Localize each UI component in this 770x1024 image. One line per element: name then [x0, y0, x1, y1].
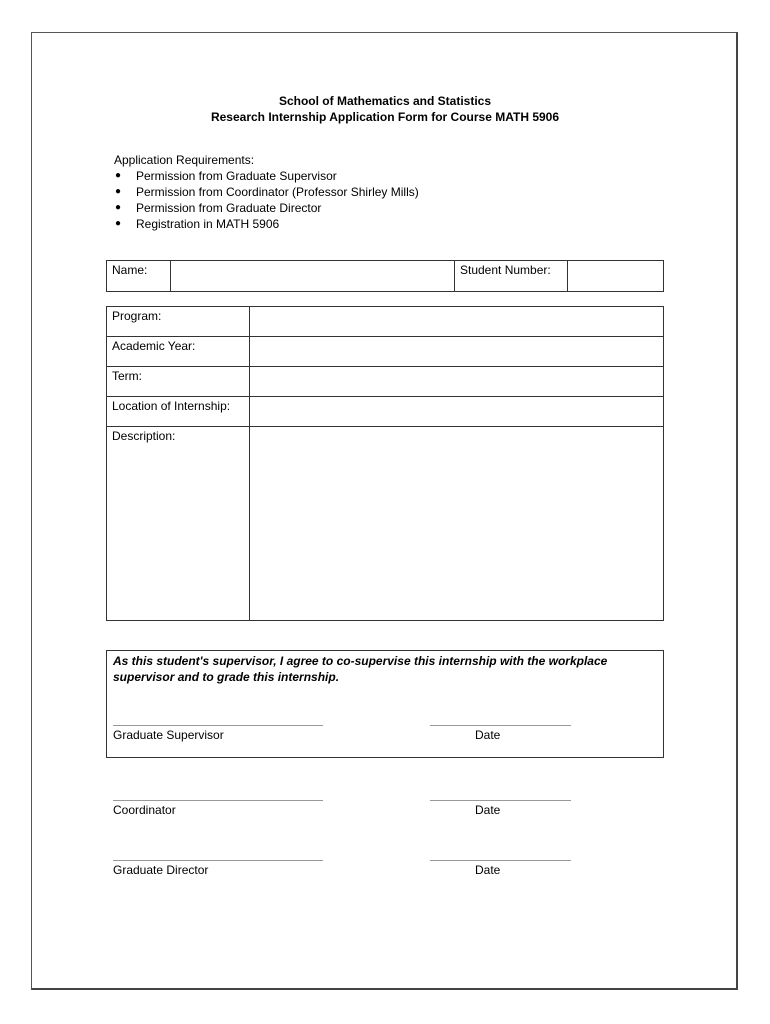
- graduate-supervisor-date-line[interactable]: [430, 725, 571, 726]
- student-number-field[interactable]: [568, 261, 664, 292]
- name-label: Name:: [107, 261, 171, 292]
- graduate-supervisor-date-label: Date: [475, 728, 501, 742]
- coordinator-date-line[interactable]: [430, 800, 571, 801]
- program-label: Program:: [107, 307, 250, 337]
- description-field[interactable]: [250, 427, 664, 621]
- graduate-director-date-line[interactable]: [430, 860, 571, 861]
- academic-year-field[interactable]: [250, 337, 664, 367]
- location-label: Location of Internship:: [107, 397, 250, 427]
- list-item: ● Permission from Graduate Director: [115, 201, 322, 215]
- student-identity-table: [106, 260, 664, 292]
- bullet-icon: ●: [115, 218, 122, 229]
- graduate-supervisor-signature-line[interactable]: [113, 725, 323, 726]
- form-title: Research Internship Application Form for Course MATH 5906: [210, 110, 560, 124]
- coordinator-label: Coordinator: [113, 803, 176, 817]
- list-item: ● Permission from Coordinator (Professor Shirley Mills): [115, 185, 419, 199]
- graduate-director-label: Graduate Director: [113, 863, 209, 877]
- coordinator-date-label: Date: [475, 803, 501, 817]
- supervisor-statement: As this student's supervisor, I agree to co-supervise this internship with the workplace supervisor and to grade this internship.: [113, 654, 608, 684]
- term-label: Term:: [107, 367, 250, 397]
- school-title: School of Mathematics and Statistics: [278, 94, 492, 108]
- graduate-supervisor-label: Graduate Supervisor: [113, 728, 224, 742]
- requirements-list: [114, 168, 419, 232]
- list-item: ● Permission from Graduate Supervisor: [115, 169, 337, 183]
- bullet-icon: ●: [115, 202, 122, 213]
- coordinator-signature-line[interactable]: [113, 800, 323, 801]
- academic-year-label: Academic Year:: [107, 337, 250, 367]
- bullet-icon: ●: [115, 170, 122, 181]
- internship-details-table: [106, 306, 664, 621]
- student-number-label: Student Number:: [455, 261, 568, 292]
- requirements-heading: Application Requirements:: [114, 153, 255, 167]
- graduate-director-date-label: Date: [475, 863, 501, 877]
- list-item: ● Registration in MATH 5906: [115, 217, 280, 231]
- description-label: Description:: [107, 427, 250, 621]
- name-field[interactable]: [171, 261, 455, 292]
- term-field[interactable]: [250, 367, 664, 397]
- program-field[interactable]: [250, 307, 664, 337]
- bullet-icon: ●: [115, 186, 122, 197]
- location-field[interactable]: [250, 397, 664, 427]
- graduate-director-signature-line[interactable]: [113, 860, 323, 861]
